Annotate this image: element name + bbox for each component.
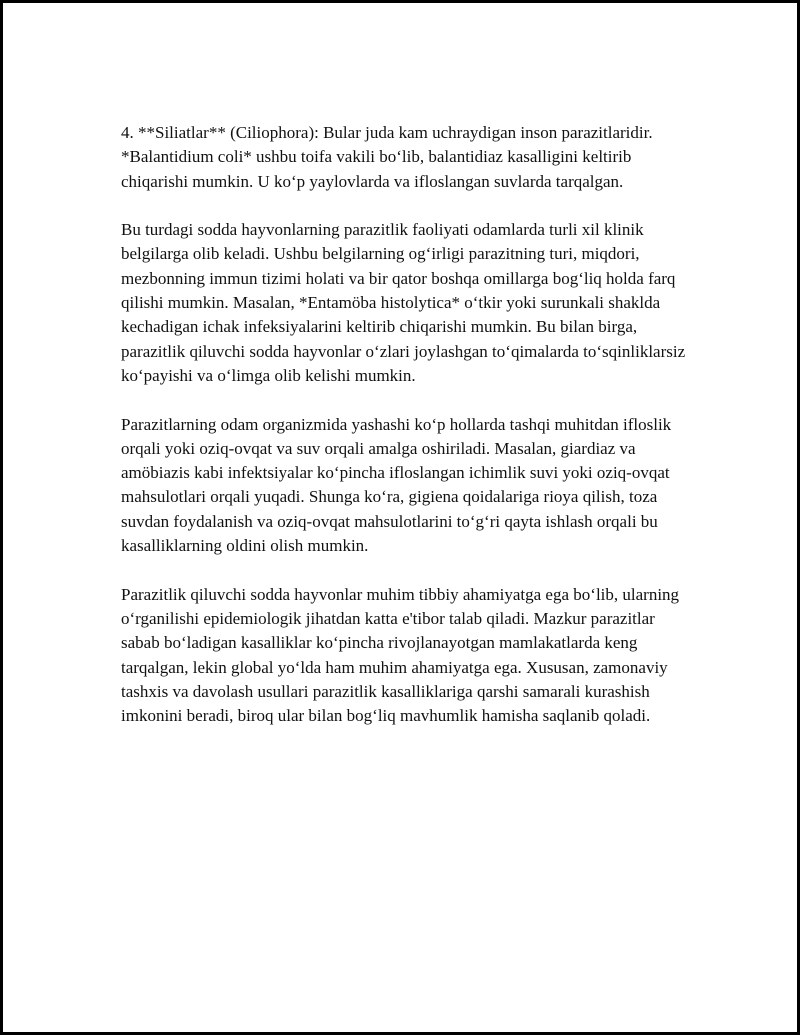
document-body [121,121,696,728]
paragraph-ciliophora: 4. **Siliatlar** (Ciliophora): Bular juda kam uchraydigan inson parazitlaridir. *Balantidium coli* ushbu toifa vakili bo‘lib, balantidiaz kasalligini keltirib chiqarishi mumkin. U ko‘p yaylovlarda va ifloslangan suvlarda tarqalgan. [121,123,653,191]
paragraph-transmission: Parazitlarning odam organizmida yashashi ko‘p hollarda tashqi muhitdan ifloslik orqali yoki oziq-ovqat va suv orqali amalga oshiriladi. Masalan, giardiaz va amöbiazis kabi infektsiyalar ko‘pincha ifloslangan ichimlik suvi yoki oziq-ovqat mahsulotlari orqali yuqadi. Shunga ko‘ra, gigiena qoidalariga rioya qilish, toza suvdan foydalanish va oziq-ovqat mahsulotlarini to‘g‘ri qayta ishlash orqali bu kasalliklarning oldini olish mumkin. [121,414,672,556]
paragraph-medical-importance: Parazitlik qiluvchi sodda hayvonlar muhim tibbiy ahamiyatga ega bo‘lib, ularning o‘rganilishi epidemiologik jihatdan katta e'tibor talab qiladi. Mazkur parazitlar sabab bo‘ladigan kasalliklar ko‘pincha rivojlanayotgan mamlakatlarda keng tarqalgan, lekin global yo‘lda ham muhim ahamiyatga ega. Xususan, zamonaviy tashxis va davolash usullari parazitlik kasalliklariga qarshi samarali kurashish imkonini beradi, biroq ular bilan bog‘liq mavhumlik hamisha saqlanib qoladi. [121,584,680,726]
paragraph-clinical-signs: Bu turdagi sodda hayvonlarning parazitlik faoliyati odamlarda turli xil klinik belgilarga olib keladi. Ushbu belgilarning og‘irligi parazitning turi, miqdori, mezbonning immun tizimi holati va bir qator boshqa omillarga bog‘liq holda farq qilishi mumkin. Masalan, *Entamöba histolytica* o‘tkir yoki surunkali shaklda kechadigan ichak infeksiyalarini keltirib chiqarishi mumkin. Bu bilan birga, parazitlik qiluvchi sodda hayvonlar o‘zlari joylashgan to‘qimalarda to‘sqinliklarsiz ko‘payishi va o‘limga olib kelishi mumkin. [121,220,686,385]
